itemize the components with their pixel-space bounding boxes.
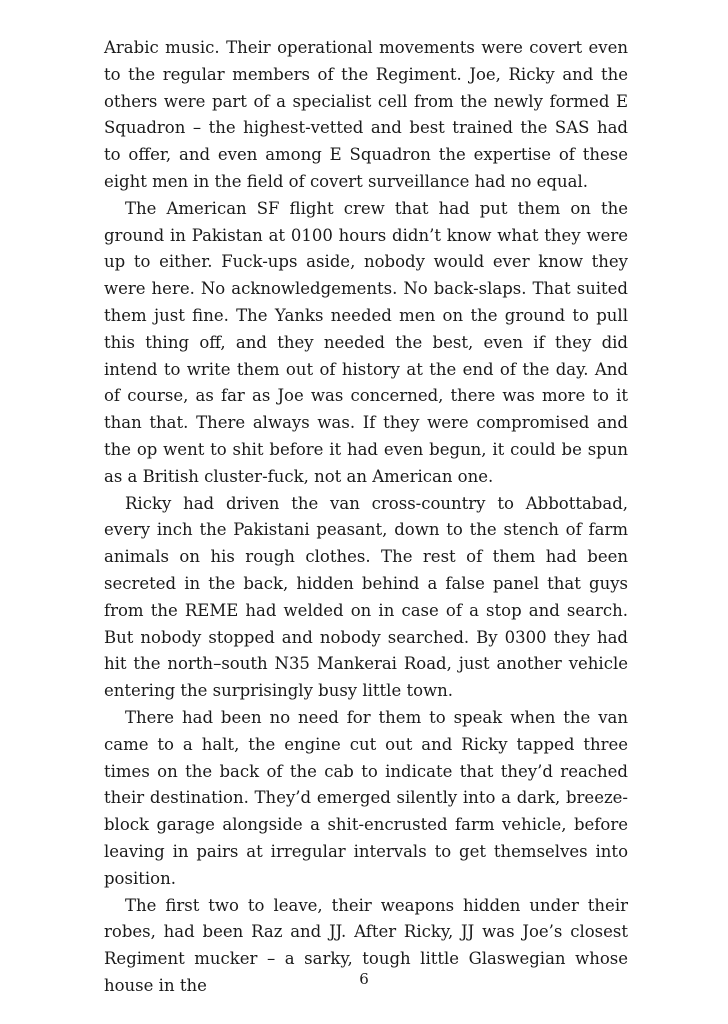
paragraph-1: Arabic music. Their operational movements were covert even to the regular members of the Regiment. Joe, Ricky and the others were part of a specialist cell from the newly formed E Squadron – the highest-vetted and best trained the SAS had to offer, and even among E Squadron the expertise of these eight men in the field of covert surveillance had no equal. (104, 38, 628, 191)
paragraph-2: The American SF flight crew that had put them on the ground in Pakistan at 0100 hours didn’t know what they were up to either. Fuck-ups aside, nobody would ever know they were here. No acknowledgements. No back-slaps. That suited them just fine. The Yanks needed men on the ground to pull this thing off, and they needed the best, even if they did intend to write them out of history at the end of the day. And of course, as far as Joe was concerned, there was more to it than that. There always was. If they were compromised and the op went to shit before it had even begun, it could be spun as a British cluster-fuck, not an American one. (104, 198, 628, 486)
paragraph-4: There had been no need for them to speak when the van came to a halt, the engine cut out and Ricky tapped three times on the back of the cab to indicate that they’d reached their destination. They’d emerged silently into a dark, breeze-block garage alongside a shit-encrusted farm vehicle, before leaving in pairs at irregular intervals to get themselves into position. (104, 707, 628, 888)
page-number: 6 (359, 970, 369, 988)
paragraph-3: Ricky had driven the van cross-country to Abbottabad, every inch the Pakistani peasant, down to the stench of farm animals on his rough clothes. The rest of them had been secreted in the back, hidden behind a false panel that guys from the REME had welded on in case of a stop and search. But nobody stopped and nobody searched. By 0300 they had hit the north–south N35 Mankerai Road, just another vehicle entering the surprisingly busy little town. (104, 493, 628, 701)
paragraph-5: The first two to leave, their weapons hidden under their robes, had been Raz and JJ. After Ricky, JJ was Joe’s closest Regiment mucker – a sarky, tough little Glaswegian whose house in the (104, 895, 628, 995)
body-text (104, 35, 628, 1000)
